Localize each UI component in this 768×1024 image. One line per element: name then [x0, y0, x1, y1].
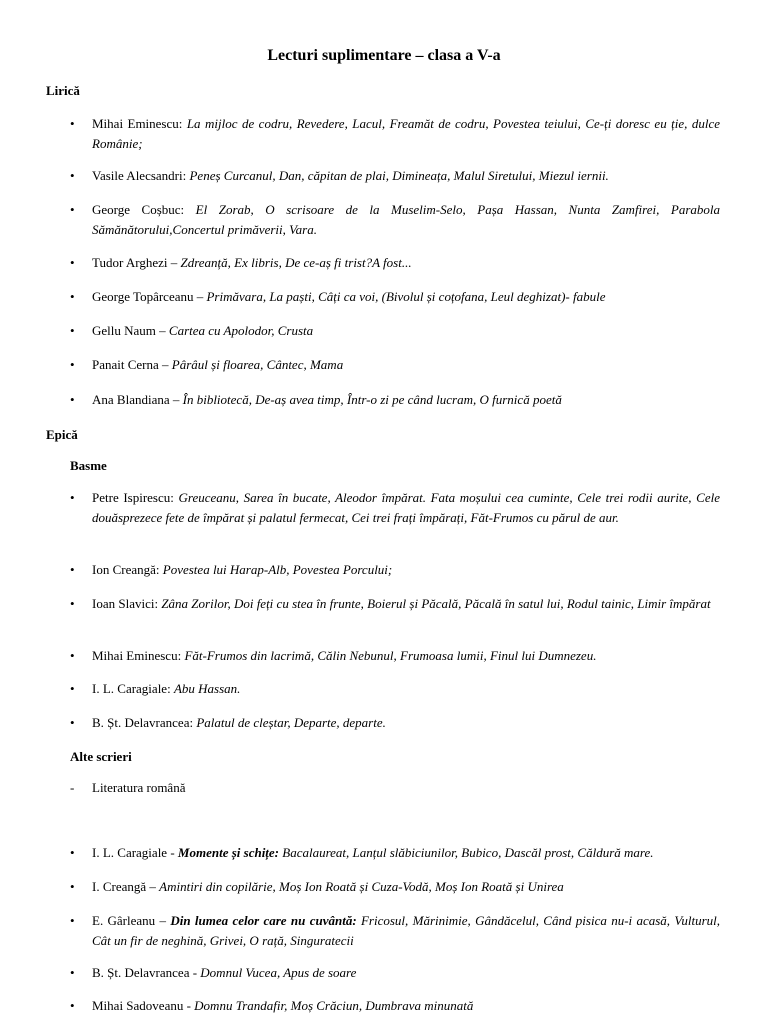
bullet-icon: •: [70, 255, 75, 270]
author-name: Ion Creangă:: [92, 562, 163, 577]
bullet-icon: •: [70, 845, 75, 860]
works-list: Cartea cu Apolodor, Crusta: [168, 323, 314, 338]
works-list: Greuceanu, Sarea în bucate, Aleodor împărat. Fata moșului cea cuminte, Cele trei rodii aurite, Cele douăsprezece fete de împărat și palatul fermecat, Cei trei frați împărați, Făt-Frumos cu părul de aur.: [92, 490, 720, 525]
author-name: Mihai Sadoveanu -: [92, 998, 195, 1013]
list-item: [70, 488, 720, 528]
list-item: [70, 679, 720, 699]
list-item: [70, 996, 720, 1016]
works-list: Peneș Curcanul, Dan, căpitan de plai, Dimineața, Malul Siretului, Miezul iernii.: [189, 168, 609, 183]
bullet-icon: •: [70, 965, 75, 980]
author-name: I. Creangă –: [92, 879, 160, 894]
works-list: Povestea lui Harap-Alb, Povestea Porcului;: [162, 562, 393, 577]
author-name: Ioan Slavici:: [92, 596, 162, 611]
author-name: Mihai Eminescu:: [92, 116, 187, 131]
list-item: [70, 200, 720, 240]
list-item: [70, 594, 720, 614]
bullet-icon: •: [70, 168, 75, 183]
works-list: El Zorab, O scrisoare de la Muselim-Selo, Pașa Hassan, Nunta Zamfirei, Parabola Sămănătorului,Concertul primăverii, Vara.: [92, 202, 721, 237]
bullet-icon: •: [70, 202, 75, 217]
bullet-icon: •: [70, 648, 75, 663]
author-name: B. Șt. Delavrancea:: [92, 715, 197, 730]
works-list: În bibliotecă, De-aș avea timp, Într-o zi pe când lucram, O furnică poetă: [182, 392, 562, 407]
author-name: Tudor Arghezi –: [92, 255, 181, 270]
works-list: Zdreanță, Ex libris, De ce-aș fi trist?A fost...: [180, 255, 412, 270]
list-item: [70, 877, 720, 897]
works-list: Abu Hassan.: [173, 681, 241, 696]
collection-title: Din lumea celor care nu cuvântă:: [170, 913, 361, 928]
author-name: Vasile Alecsandri:: [92, 168, 190, 183]
subsection-heading-alte-scrieri: Alte scrieri: [70, 749, 132, 764]
section-heading-lirica: Lirică: [46, 83, 80, 98]
works-list: Zâna Zorilor, Doi feți cu stea în frunte, Boierul și Păcală, Păcală în satul lui, Rodul tainic, Limir împărat: [161, 596, 711, 611]
subsection-heading-basme: Basme: [70, 458, 107, 473]
list-item: [70, 713, 720, 733]
list-item: [70, 963, 720, 983]
page-title: Lecturi suplimentare – clasa a V-a: [267, 47, 501, 64]
works-list: Amintiri din copilărie, Moș Ion Roată și Cuza-Vodă, Moș Ion Roată și Unirea: [159, 879, 564, 894]
author-name: I. L. Caragiale -: [92, 845, 178, 860]
list-item: [70, 560, 720, 580]
author-name: George Coșbuc:: [92, 202, 196, 217]
list-item: [70, 321, 720, 341]
collection-title: Momente și schițe:: [177, 845, 283, 860]
bullet-icon: •: [70, 681, 75, 696]
author-name: I. L. Caragiale:: [92, 681, 174, 696]
bullet-icon: •: [70, 116, 75, 131]
bullet-icon: •: [70, 392, 75, 407]
bullet-icon: •: [70, 562, 75, 577]
works-list: Fricosul, Mărinimie, Gândăcelul, Când pisica nu-i acasă, Vulturul, Cât un fir de neghină, Grivei, O rață, Singuratecii: [92, 913, 720, 948]
bullet-icon: •: [70, 913, 75, 928]
bullet-icon: •: [70, 490, 75, 505]
list-item: [70, 911, 720, 951]
author-name: Mihai Eminescu:: [92, 648, 185, 663]
section-heading-epica: Epică: [46, 427, 78, 442]
author-name: Gellu Naum –: [92, 323, 169, 338]
author-name: Petre Ispirescu:: [92, 490, 179, 505]
list-item: [70, 646, 720, 666]
list-item: [70, 390, 720, 410]
dash-item: [70, 778, 720, 798]
bullet-icon: •: [70, 596, 75, 611]
works-list: Pârâul și floarea, Cântec, Mama: [171, 357, 344, 372]
list-item: [70, 287, 720, 307]
works-list: Făt-Frumos din lacrimă, Călin Nebunul, Frumoasa lumii, Finul lui Dumnezeu.: [184, 648, 597, 663]
dash-marker: -: [70, 780, 75, 795]
bullet-icon: •: [70, 879, 75, 894]
list-item: [70, 253, 720, 273]
bullet-icon: •: [70, 357, 75, 372]
author-name: E. Gârleanu –: [92, 913, 171, 928]
author-name: Panait Cerna –: [92, 357, 172, 372]
works-list: La mijloc de codru, Revedere, Lacul, Freamăt de codru, Povestea teiului, Ce-ți doresc eu ție, dulce Românie;: [92, 116, 720, 151]
list-item: [70, 114, 720, 154]
works-list: Palatul de cleștar, Departe, departe.: [196, 715, 386, 730]
list-item: [70, 843, 720, 863]
author-name: Ana Blandiana –: [92, 392, 183, 407]
bullet-icon: •: [70, 715, 75, 730]
dash-item-text: Literatura română: [92, 780, 186, 795]
works-list: Domnu Trandafir, Moș Crăciun, Dumbrava minunată: [194, 998, 474, 1013]
bullet-icon: •: [70, 998, 75, 1013]
author-name: George Topârceanu –: [92, 289, 207, 304]
bullet-icon: •: [70, 289, 75, 304]
author-name: B. Șt. Delavrancea -: [92, 965, 201, 980]
works-list: Primăvara, La paști, Câți ca voi, (Bivolul și coțofana, Leul deghizat)- fabule: [206, 289, 606, 304]
works-list: Domnul Vucea, Apus de soare: [200, 965, 357, 980]
works-list: Bacalaureat, Lanțul slăbiciunilor, Bubico, Dascăl prost, Căldură mare.: [282, 845, 654, 860]
list-item: [70, 166, 720, 186]
bullet-icon: •: [70, 323, 75, 338]
list-item: [70, 355, 720, 375]
